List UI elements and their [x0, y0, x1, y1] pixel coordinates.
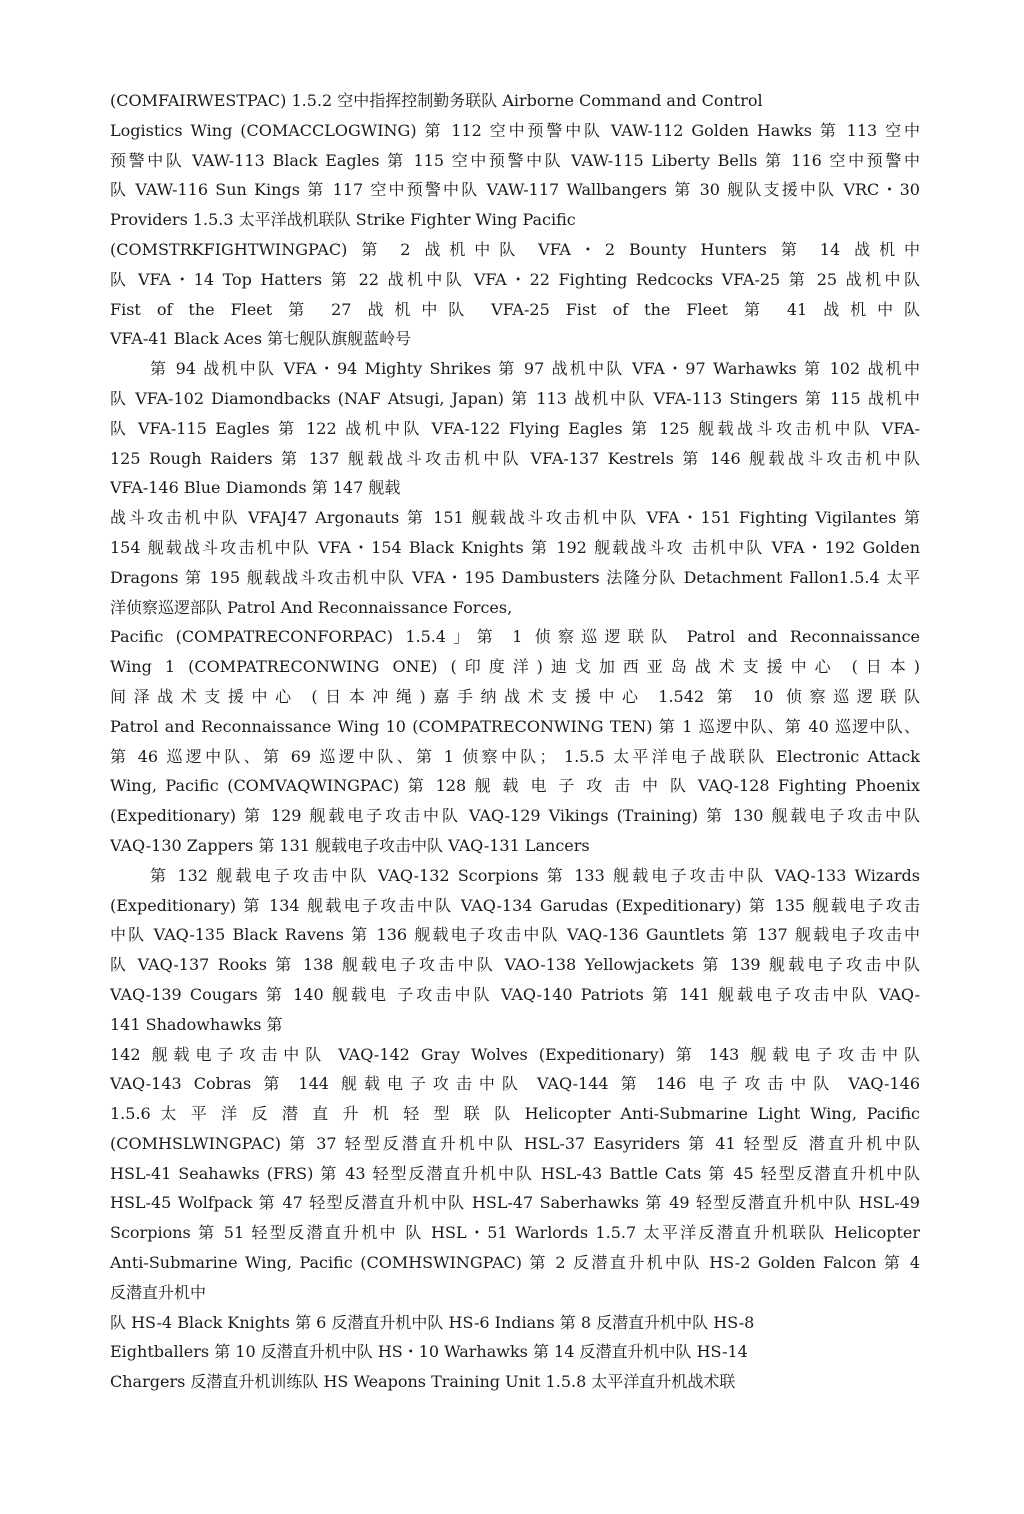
text-line: 第 46 巡逻中队、第 69 巡逻中队、第 1 侦察中队； 1.5.5 太平洋电子战联队 Electronic Attack: [110, 746, 920, 766]
text-line: 1.5.6 太 平 洋 反 潜 直 升 机 轻 型 联 队 Helicopter Anti-Submarine Light Wing, Pacific: [110, 1104, 920, 1124]
text-line: 队 HS-4 Black Knights 第 6 反潜直升机中队 HS-6 Indians 第 8 反潜直升机中队 HS-8: [110, 1312, 755, 1332]
text-line: 队 VAQ-137 Rooks 第 138 舰载电子攻击中队 VAO-138 Yellowjackets 第 139 舰载电子攻击中队: [110, 955, 920, 975]
text-line: Wing, Pacific (COMVAQWINGPAC) 第 128 舰 载 电 子 攻 击 中 队 VAQ-128 Fighting Phoenix: [110, 776, 920, 796]
text-line: 队 VFA・14 Top Hatters 第 22 战机中队 VFA・22 Fighting Redcocks VFA-25 第 25 战机中队: [110, 269, 920, 289]
text-line: Eightballers 第 10 反潜直升机中队 HS・10 Warhawks 第 14 反潜直升机中队 HS-14: [110, 1342, 748, 1362]
text-line: Patrol and Reconnaissance Wing 10 (COMPATRECONWING TEN) 第 1 巡逻中队、第 40 巡逻中队、: [110, 716, 920, 736]
text-line: HSL-45 Wolfpack 第 47 轻型反潜直升机中队 HSL-47 Saberhawks 第 49 轻型反潜直升机中队 HSL-49: [110, 1193, 920, 1213]
text-line: 第 94 战机中队 VFA・94 Mighty Shrikes 第 97 战机中队 VFA・97 Warhawks 第 102 战机中: [150, 359, 920, 379]
text-line: 第 132 舰载电子攻击中队 VAQ-132 Scorpions 第 133 舰载电子攻击中队 VAQ-133 Wizards: [150, 865, 920, 885]
text-line: 141 Shadowhawks 第: [110, 1014, 283, 1034]
text-line: Wing 1 (COMPATRECONWING ONE) (印度洋)迪戈加西亚岛战术支援中心 (日本): [110, 657, 920, 677]
text-line: Providers 1.5.3 太平洋战机联队 Strike Fighter Wing Pacific: [110, 210, 576, 230]
text-line: Dragons 第 195 舰载战斗攻击机中队 VFA・195 Dambusters 法隆分队 Detachment Fallon1.5.4 太平: [110, 567, 920, 587]
text-line: VAQ-130 Zappers 第 131 舰载电子攻击中队 VAQ-131 Lancers: [110, 835, 590, 855]
text-line: (Expeditionary) 第 129 舰载电子攻击中队 VAQ-129 Vikings (Training) 第 130 舰载电子攻击中队: [110, 806, 920, 826]
text-line: Scorpions 第 51 轻型反潜直升机中 队 HSL・51 Warlords 1.5.7 太平洋反潜直升机联队 Helicopter: [110, 1223, 920, 1243]
text-line: 154 舰载战斗攻击机中队 VFA・154 Black Knights 第 192 舰载战斗攻 击机中队 VFA・192 Golden: [110, 537, 920, 557]
text-line: 战斗攻击机中队 VFAJ47 Argonauts 第 151 舰载战斗攻击机中队 VFA・151 Fighting Vigilantes 第: [110, 508, 920, 528]
text-line: VFA-41 Black Aces 第七舰队旗舰蓝岭号: [110, 329, 412, 349]
body-text: [110, 86, 920, 1397]
text-line: 队 VFA-102 Diamondbacks (NAF Atsugi, Japan) 第 113 战机中队 VFA-113 Stingers 第 115 战机中: [110, 388, 920, 408]
text-line: 预警中队 VAW-113 Black Eagles 第 115 空中预警中队 VAW-115 Liberty Bells 第 116 空中预警中: [110, 150, 920, 170]
text-line: Logistics Wing (COMACCLOGWING) 第 112 空中预警中队 VAW-112 Golden Hawks 第 113 空中: [110, 120, 920, 140]
text-line: VAQ-143 Cobras 第 144 舰载电子攻击中队 VAQ-144 第 146 电子攻击中队 VAQ-146: [110, 1074, 920, 1094]
text-line: 间泽战术支援中心 (日本冲绳)嘉手纳战术支援中心 1.542 第 10 侦察巡逻联队: [110, 686, 920, 706]
text-line: Chargers 反潜直升机训练队 HS Weapons Training Unit 1.5.8 太平洋直升机战术联: [110, 1372, 736, 1392]
text-line: Anti-Submarine Wing, Pacific (COMHSWINGPAC) 第 2 反潜直升机中队 HS-2 Golden Falcon 第 4: [110, 1253, 920, 1273]
text-line: VAQ-139 Cougars 第 140 舰载电 子攻击中队 VAQ-140 Patriots 第 141 舰载电子攻击中队 VAQ-: [110, 984, 920, 1004]
text-line: (Expeditionary) 第 134 舰载电子攻击中队 VAQ-134 Garudas (Expeditionary) 第 135 舰载电子攻击: [110, 895, 920, 915]
text-line: HSL-41 Seahawks (FRS) 第 43 轻型反潜直升机中队 HSL-43 Battle Cats 第 45 轻型反潜直升机中队: [110, 1163, 920, 1183]
text-line: (COMFAIRWESTPAC) 1.5.2 空中指挥控制勤务联队 Airborne Command and Control: [110, 91, 763, 110]
text-line: Pacific (COMPATRECONFORPAC) 1.5.4」第 1 侦察巡逻联队 Patrol and Reconnaissance: [110, 627, 920, 647]
text-line: 队 VAW-116 Sun Kings 第 117 空中预警中队 VAW-117 Wallbangers 第 30 舰队支援中队 VRC・30: [110, 180, 920, 200]
text-line: 中队 VAQ-135 Black Ravens 第 136 舰载电子攻击中队 VAQ-136 Gauntlets 第 137 舰载电子攻击中: [110, 925, 920, 945]
text-line: (COMHSLWINGPAC) 第 37 轻型反潜直升机中队 HSL-37 Easyriders 第 41 轻型反 潜直升机中队: [110, 1133, 920, 1153]
text-line: VFA-146 Blue Diamonds 第 147 舰载: [110, 478, 401, 498]
text-line: 142 舰载电子攻击中队 VAQ-142 Gray Wolves (Expeditionary) 第 143 舰载电子攻击中队: [110, 1044, 920, 1064]
text-line: (COMSTRKFIGHTWINGPAC) 第 2 战机中队 VFA・2 Bounty Hunters 第 14 战机中: [110, 239, 920, 259]
text-line: 队 VFA-115 Eagles 第 122 战机中队 VFA-122 Flying Eagles 第 125 舰载战斗攻击机中队 VFA-: [110, 418, 920, 438]
text-line: 反潜直升机中: [110, 1282, 207, 1302]
text-line: 125 Rough Raiders 第 137 舰载战斗攻击机中队 VFA-137 Kestrels 第 146 舰载战斗攻击机中队: [110, 448, 920, 468]
text-line: 洋侦察巡逻部队 Patrol And Reconnaissance Forces,: [110, 597, 513, 617]
text-line: Fist of the Fleet 第 27 战机中队 VFA-25 Fist of the Fleet 第 41 战机中队: [110, 299, 920, 319]
